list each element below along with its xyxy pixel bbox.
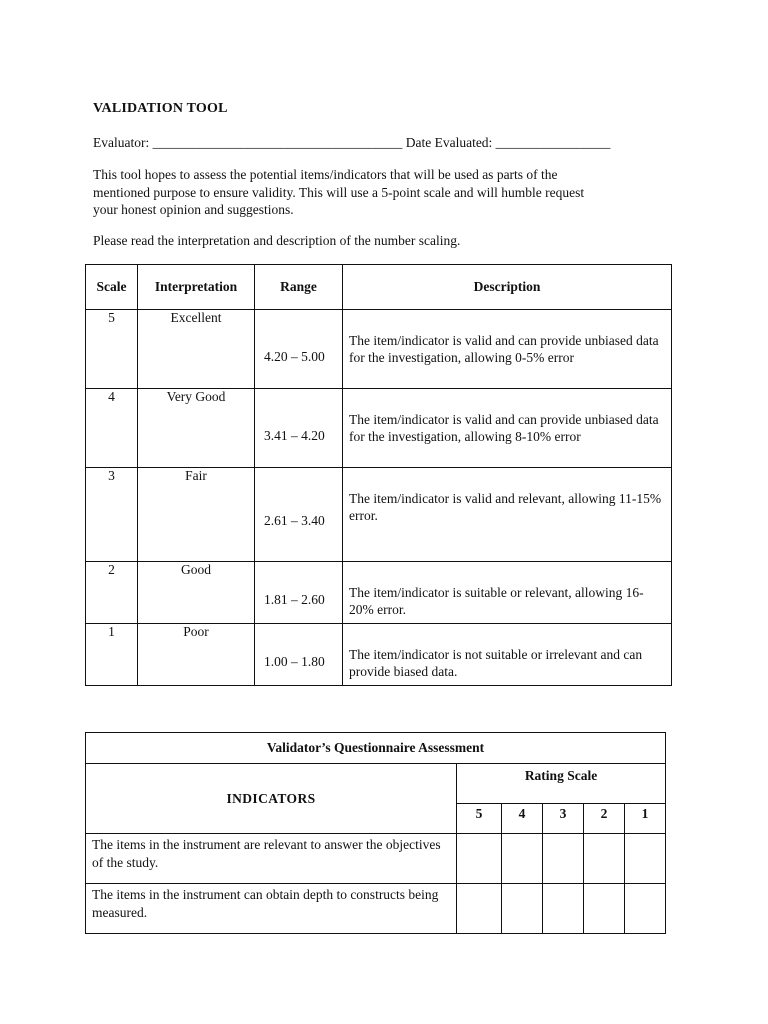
rating-cell-3[interactable] (543, 834, 584, 884)
intro-line: your honest opinion and suggestions. (93, 202, 294, 217)
intro-line: This tool hopes to assess the potential items/indicators that will be used as parts of the (93, 167, 558, 182)
interpretation-value: Fair (138, 468, 255, 562)
table-row (86, 834, 666, 884)
rating-cell-3[interactable] (543, 884, 584, 934)
interpretation-value: Good (138, 562, 255, 624)
table-row (86, 468, 672, 562)
scale-table (85, 264, 672, 686)
validator-title-row (86, 733, 666, 764)
header-scale: Scale (86, 265, 138, 310)
rating-number: 3 (543, 804, 584, 834)
description-value: The item/indicator is valid and can provide unbiased data for the investigation, allowing 0-5% error (343, 310, 672, 389)
rating-number: 5 (457, 804, 502, 834)
range-cell (255, 389, 343, 468)
rating-cell-4[interactable] (502, 834, 543, 884)
intro-paragraph (93, 166, 683, 219)
table-row (86, 310, 672, 389)
rating-cell-5[interactable] (457, 834, 502, 884)
evaluator-date-line: Evaluator: _____________________________________ Date Evaluated: _________________ (93, 135, 611, 150)
rating-cell-1[interactable] (625, 884, 666, 934)
range-value: 3.41 – 4.20 (264, 428, 325, 443)
range-cell (255, 624, 343, 686)
table-row (86, 884, 666, 934)
table-row (86, 562, 672, 624)
range-value: 1.00 – 1.80 (264, 654, 325, 669)
rating-cell-2[interactable] (584, 834, 625, 884)
header-range: Range (255, 265, 343, 310)
intro-line: mentioned purpose to ensure validity. This will use a 5-point scale and will humble request (93, 184, 585, 200)
validator-table (85, 732, 666, 934)
validator-table-title: Validator’s Questionnaire Assessment (86, 733, 666, 764)
range-value: 4.20 – 5.00 (264, 349, 325, 364)
scale-value: 3 (86, 468, 138, 562)
description-value: The item/indicator is valid and can provide unbiased data for the investigation, allowing 8-10% error (343, 389, 672, 468)
scale-value: 4 (86, 389, 138, 468)
range-value: 2.61 – 3.40 (264, 513, 325, 528)
rating-header-row (86, 764, 666, 804)
instruction-text: Please read the interpretation and description of the number scaling. (93, 233, 461, 248)
range-value: 1.81 – 2.60 (264, 592, 325, 607)
rating-number: 4 (502, 804, 543, 834)
scale-table-header (86, 265, 672, 310)
rating-cell-5[interactable] (457, 884, 502, 934)
table-row (86, 624, 672, 686)
indicator-text: The items in the instrument can obtain depth to constructs being measured. (86, 884, 457, 934)
indicators-header: INDICATORS (86, 764, 457, 834)
scale-value: 2 (86, 562, 138, 624)
header-description: Description (343, 265, 672, 310)
rating-cell-4[interactable] (502, 884, 543, 934)
document-title: VALIDATION TOOL (93, 101, 228, 116)
header-interpretation: Interpretation (138, 265, 255, 310)
description-value: The item/indicator is suitable or relevant, allowing 16-20% error. (343, 562, 672, 624)
scale-value: 5 (86, 310, 138, 389)
rating-cell-2[interactable] (584, 884, 625, 934)
scale-value: 1 (86, 624, 138, 686)
rating-number: 2 (584, 804, 625, 834)
rating-number: 1 (625, 804, 666, 834)
range-cell (255, 310, 343, 389)
interpretation-value: Excellent (138, 310, 255, 389)
description-value: The item/indicator is valid and relevant, allowing 11-15% error. (343, 468, 672, 562)
range-cell (255, 468, 343, 562)
rating-scale-header: Rating Scale (457, 764, 666, 804)
range-cell (255, 562, 343, 624)
interpretation-value: Very Good (138, 389, 255, 468)
indicator-text: The items in the instrument are relevant to answer the objectives of the study. (86, 834, 457, 884)
rating-cell-1[interactable] (625, 834, 666, 884)
table-row (86, 389, 672, 468)
interpretation-value: Poor (138, 624, 255, 686)
description-value: The item/indicator is not suitable or irrelevant and can provide biased data. (343, 624, 672, 686)
